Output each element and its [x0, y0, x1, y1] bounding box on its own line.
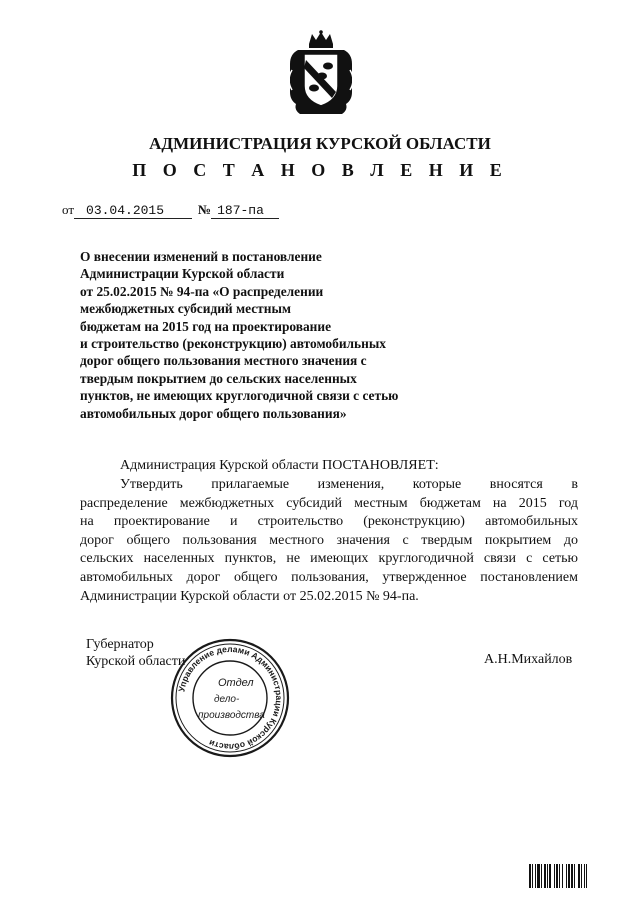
subject-line: бюджетам на 2015 год на проектирование [80, 318, 332, 334]
document-meta [62, 202, 279, 219]
subject-line: от 25.02.2015 № 94-па «О распределении [80, 283, 324, 299]
body-line: автомобильных дорог общего пользования, утвержденное постановлением [80, 569, 578, 585]
signatory-name: А.Н.Михайлов [484, 652, 573, 667]
subject-line: межбюджетных субсидий местным [80, 301, 292, 317]
preamble: Администрация Курской области ПОСТАНОВЛЯЕТ: [120, 458, 439, 473]
date-prefix: от [62, 202, 75, 217]
subject-line: дорог общего пользования местного значения с [80, 353, 367, 369]
body-line: дорог общего пользования местного значения с твердым покрытием до [80, 532, 578, 548]
organization-title: АДМИНИСТРАЦИЯ КУРСКОЙ ОБЛАСТИ [149, 134, 491, 153]
subject-line: твердым покрытием до сельских населенных [80, 370, 357, 386]
subject-line: пунктов, не имеющих круглогодичной связи с сетью [80, 388, 399, 404]
resolution-body [80, 476, 578, 606]
stamp-ring-text: Управление делами Администрации Курской области [176, 643, 285, 753]
stamp-center-line: дело- [214, 694, 240, 705]
stamp-center-line: Отдел [218, 677, 254, 689]
body-line: распределение межбюджетных субсидий местным бюджетам на 2015 год [80, 495, 578, 511]
stamp-center-line: производства [198, 710, 265, 721]
subject-line: О внесении изменений в постановление [80, 249, 322, 264]
body-line: Администрации Курской области от 25.02.2015 № 94-па. [80, 588, 419, 604]
signatory-title-line: Губернатор [86, 637, 154, 652]
subject-line: Администрации Курской области [80, 266, 285, 282]
barcode-icon [529, 864, 615, 888]
document-date: 03.04.2015 [74, 203, 192, 219]
subject-line: и строительство (реконструкцию) автомобильных [80, 336, 387, 352]
signatory-title-line: Курской области [86, 654, 186, 669]
document-number: 187-па [211, 203, 279, 219]
stamp-seal [168, 636, 292, 760]
body-line: Утвердить прилагаемые изменения, которые вносятся в [120, 477, 578, 492]
number-sign: № [198, 202, 212, 217]
coat-of-arms-icon [276, 30, 366, 120]
document-subject [80, 248, 510, 422]
document-type-heading: П О С Т А Н О В Л Е Н И Е [132, 160, 508, 180]
body-line: на проектирование и строительство (реконструкцию) автомобильных [80, 514, 578, 530]
body-line: сельских населенных пунктов, не имеющих круглогодичной связи с сетью [80, 551, 578, 567]
subject-line: автомобильных дорог общего пользования» [80, 405, 347, 421]
